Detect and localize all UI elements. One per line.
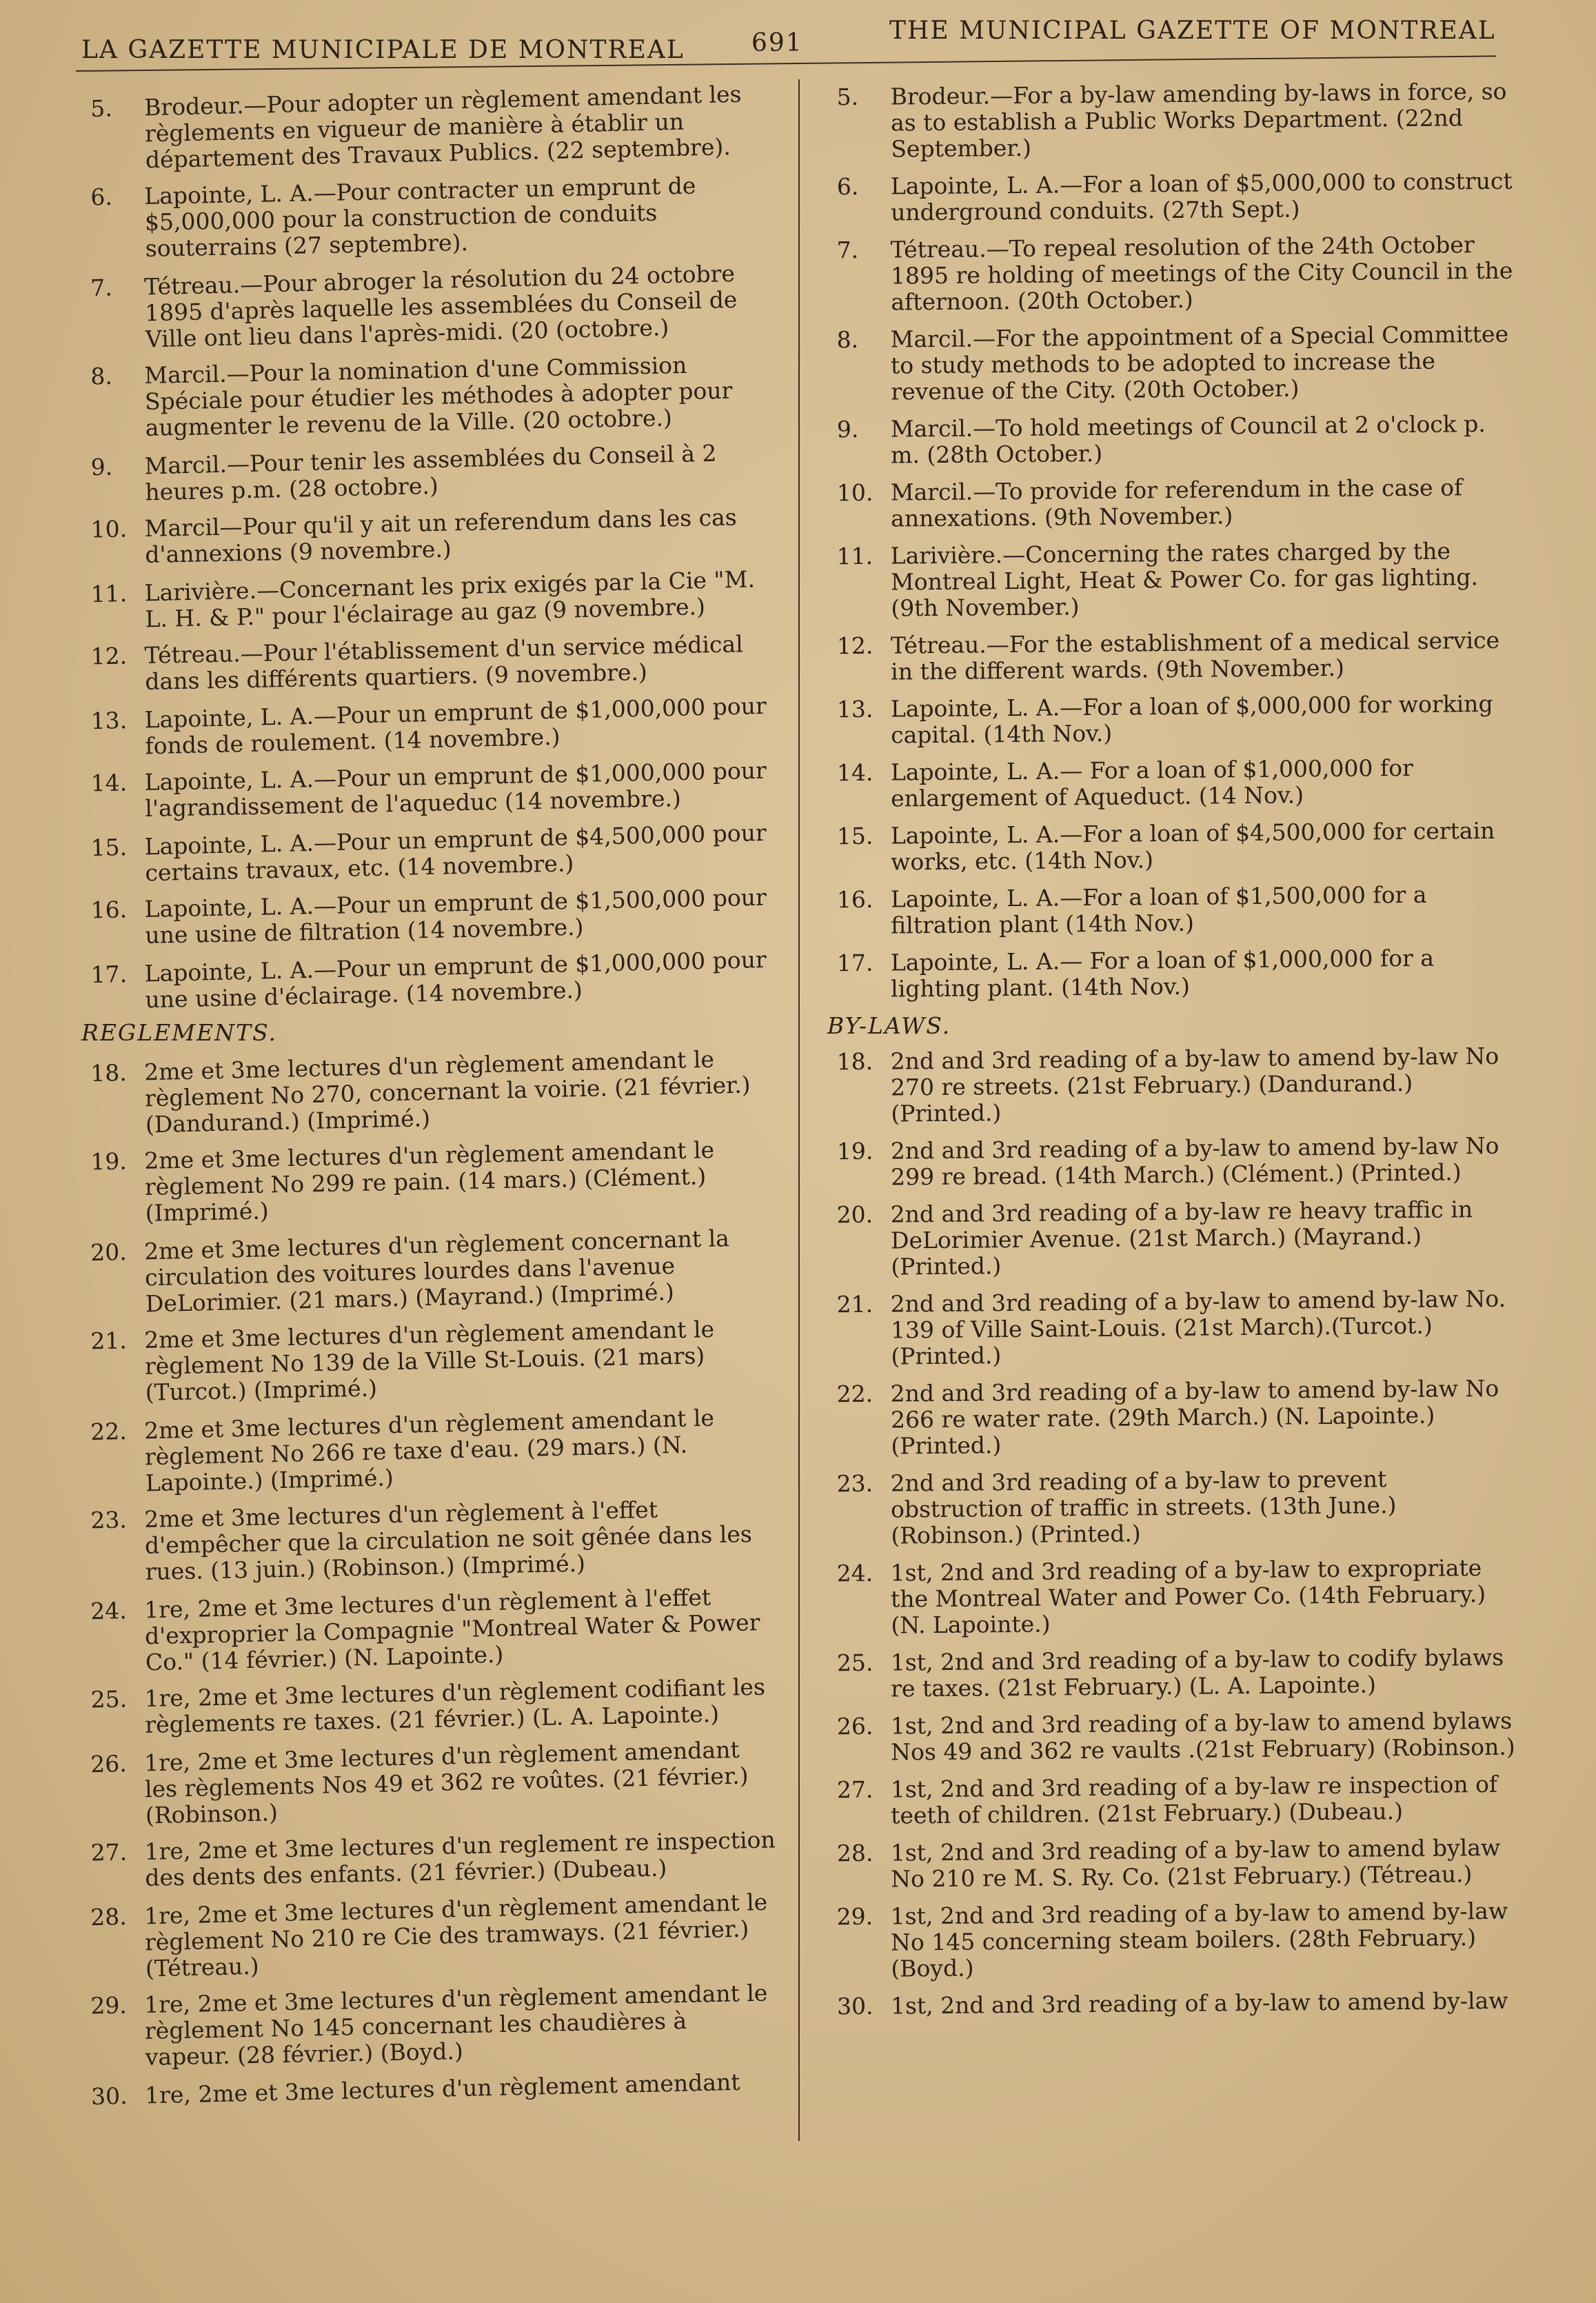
- list-item: [81, 1827, 778, 1892]
- item-number: 6.: [90, 183, 113, 211]
- item-number: 29.: [836, 1902, 873, 1931]
- list-item: [81, 947, 778, 1015]
- item-number: 27.: [836, 1776, 873, 1804]
- list-item: [81, 1225, 778, 1319]
- item-text: Marcil.—Pour tenir les assemblées du Conseil à 2 heures p.m. (28 octobre.): [144, 439, 717, 506]
- item-text: 1st, 2nd and 3rd reading of a by-law to codify bylaws re taxes. (21st February.) (L. A. Lapointe.): [890, 1643, 1504, 1702]
- list-item: [827, 168, 1517, 227]
- item-number: 30.: [90, 2082, 128, 2111]
- item-number: 24.: [836, 1559, 873, 1587]
- item-number: 16.: [836, 885, 873, 914]
- item-text: 2nd and 3rd reading of a by-law to amend by-law No 266 re water rate. (29th March.) (N. Lapointe.) (Printed.): [890, 1374, 1499, 1460]
- item-number: 5.: [836, 83, 859, 111]
- item-text: 2nd and 3rd reading of a by-law re heavy traffic in DeLorimier Avenue. (21st March.) (Mayrand.) (Printed.): [890, 1196, 1473, 1280]
- list-item: [827, 79, 1517, 163]
- item-text: Lapointe, L. A.—Pour contracter un emprunt de $5,000,000 pour la construction de conduits souterrains (27 septembre).: [143, 172, 696, 262]
- item-text: 2nd and 3rd reading of a by-law to amend by-law No 299 re bread. (14th March.) (Clément.) (Printed.): [890, 1132, 1499, 1191]
- right-motions-list: [827, 77, 1517, 1003]
- item-number: 23.: [90, 1506, 128, 1534]
- item-text: Lapointe, L. A.— For a loan of $1,000,000 for enlargement of Aqueduct. (14 Nov.): [890, 754, 1413, 812]
- header-right-title: THE MUNICIPAL GAZETTE OF MONTREAL: [889, 17, 1496, 45]
- item-text: Lapointe, L. A.— For a loan of $1,000,000 for a lighting plant. (14th Nov.): [890, 944, 1435, 1003]
- item-text: Tétreau.—Pour l'établissement d'un service médical dans les différents quartiers. (9 novembre.): [144, 630, 744, 695]
- item-number: 19.: [836, 1137, 873, 1165]
- item-number: 22.: [836, 1380, 873, 1408]
- left-bylaws-list: [81, 1045, 778, 2111]
- item-number: 8.: [90, 362, 113, 390]
- item-text: Lapointe, L. A.—Pour un emprunt de $1,500,000 pour une usine de filtration (14 novembre.): [144, 883, 767, 949]
- list-item: [827, 1988, 1517, 2020]
- list-item: [827, 232, 1517, 316]
- item-text: Tétreau.—Pour abroger la résolution du 24 octobre 1895 d'après laquelle les assemblées du Conseil de Ville ont lieu dans l'après-midi. (20 (octobre.): [143, 259, 738, 353]
- item-text: 2nd and 3rd reading of a by-law to prevent obstruction of traffic in streets. (13th June.) (Robinson.) (Printed.): [890, 1465, 1397, 1549]
- item-text: Marcil.—For the appointment of a Special Committee to study methods to be adopted to increase the revenue of the City. (20th October.): [890, 320, 1509, 405]
- list-item: [827, 754, 1517, 813]
- item-number: 13.: [90, 706, 128, 735]
- item-text: Marcil.—To hold meetings of Council at 2 o'clock p. m. (28th October.): [890, 410, 1486, 469]
- section-heading-bylaws: BY-LAWS.: [827, 1012, 951, 1039]
- list-item: [827, 321, 1517, 406]
- item-text: 2nd and 3rd reading of a by-law to amend by-law No. 139 of Ville Saint-Louis. (21st March).(Turcot.) (Printed.): [890, 1285, 1506, 1370]
- list-item: [827, 945, 1517, 1003]
- item-number: 6.: [836, 172, 859, 201]
- list-item: [81, 171, 778, 263]
- item-number: 9.: [90, 453, 113, 481]
- item-text: 1st, 2nd and 3rd reading of a by-law to expropriate the Montreal Water and Power Co. (14th February.) (N. Lapointe.): [890, 1554, 1486, 1639]
- list-item: [81, 1045, 778, 1140]
- item-number: 26.: [90, 1749, 128, 1778]
- item-number: 28.: [836, 1839, 873, 1867]
- item-text: Tétreau.—For the establishment of a medical service in the different wards. (9th November.): [890, 626, 1500, 685]
- list-item: [81, 693, 778, 761]
- item-text: Lapointe, L. A.—For a loan of $,000,000 for working capital. (14th Nov.): [890, 690, 1493, 749]
- item-text: Larivière.—Concernant les prix exigés par la Cie "M. L. H. & P." pour l'éclairage au gaz (9 novembre.): [144, 565, 756, 633]
- list-item: [81, 503, 778, 569]
- list-item: [827, 1465, 1517, 1550]
- list-item: [81, 439, 778, 507]
- list-item: [81, 820, 778, 888]
- list-item: [81, 1494, 778, 1586]
- item-number: 30.: [836, 1992, 873, 2020]
- item-text: 1st, 2nd and 3rd reading of a by-law re inspection of teeth of children. (21st February.) (Dubeau.): [890, 1770, 1498, 1829]
- list-item: [81, 1889, 778, 1984]
- item-text: 2me et 3me lectures d'un règlement à l'effet d'empêcher que la circulation ne soit gênée dans les rues. (13 juin.) (Robinson.) (Imprimé.): [143, 1496, 753, 1585]
- item-number: 15.: [836, 822, 873, 850]
- list-item: [827, 1043, 1517, 1128]
- item-text: Lapointe, L. A.—For a loan of $5,000,000 to construct underground conduits. (27th Sept.): [890, 167, 1513, 226]
- list-item: [81, 757, 778, 823]
- item-text: 1re, 2me et 3me lectures d'un règlement codifiant les règlements re taxes. (21 février.) (L. A. Lapointe.): [144, 1673, 766, 1738]
- item-text: 2nd and 3rd reading of a by-law to amend by-law No 270 re streets. (21st February.) (Dandurand.) (Printed.): [890, 1042, 1499, 1127]
- list-item: [827, 1771, 1517, 1830]
- left-column-french: [81, 80, 778, 2113]
- header-left-title: LA GAZETTE MUNICIPALE DE MONTREAL: [81, 36, 685, 64]
- item-text: Lapointe, L. A.—For a loan of $4,500,000 for certain works, etc. (14th Nov.): [890, 816, 1495, 876]
- item-text: Marcil.—To provide for referendum in the case of annexations. (9th November.): [890, 474, 1463, 532]
- item-number: 14.: [836, 758, 873, 787]
- item-text: 1st, 2nd and 3rd reading of a by-law to amend by-law: [890, 1987, 1508, 2020]
- item-number: 29.: [90, 1991, 128, 2020]
- list-item: [81, 1315, 778, 1407]
- item-text: Lapointe, L. A.—Pour un emprunt de $4,500,000 pour certains travaux, etc. (14 novembre.): [144, 818, 767, 887]
- list-item: [81, 350, 778, 442]
- list-item: [81, 1404, 778, 1498]
- item-number: 25.: [90, 1685, 128, 1713]
- list-item: [81, 884, 778, 949]
- list-item: [81, 1736, 778, 1831]
- item-text: 1st, 2nd and 3rd reading of a by-law to amend bylaws Nos 49 and 362 re vaults .(21st February) (Robinson.): [890, 1707, 1515, 1766]
- list-item: [81, 630, 778, 696]
- right-column-english: [827, 77, 1517, 2028]
- item-text: 1re, 2me et 3me lectures d'un règlement amendant les règlements Nos 49 et 362 re voûtes. (21 février.) (Robinson.): [143, 1736, 749, 1829]
- list-item: [827, 1133, 1517, 1191]
- list-item: [81, 1136, 778, 1227]
- list-item: [827, 1708, 1517, 1767]
- item-text: 2me et 3me lectures d'un règlement concernant la circulation des voitures lourdes dans l'avenue DeLorimier. (21 mars.) (Mayrand.) (Imprimé.): [143, 1225, 730, 1318]
- item-text: Brodeur.—For a by-law amending by-laws in force, so as to establish a Public Works Department. (22nd September.): [890, 77, 1507, 163]
- item-text: 1st, 2nd and 3rd reading of a by-law to amend bylaw No 210 re M. S. Ry. Co. (21st February.) (Tétreau.): [890, 1833, 1501, 1893]
- list-item: [827, 1286, 1517, 1371]
- item-text: Lapointe, L. A.—Pour un emprunt de $1,000,000 pour une usine d'éclairage. (14 novembre.): [144, 945, 767, 1014]
- list-item: [81, 566, 778, 634]
- item-number: 18.: [90, 1058, 128, 1087]
- item-text: 2me et 3me lectures d'un règlement amendant le règlement No 299 re pain. (14 mars.) (Clément.) (Imprimé.): [143, 1136, 715, 1227]
- item-text: Larivière.—Concerning the rates charged by the Montreal Light, Heat & Power Co. for gas lighting. (9th November.): [890, 537, 1479, 622]
- item-number: 22.: [90, 1417, 128, 1446]
- item-number: 14.: [90, 769, 128, 797]
- item-number: 12.: [90, 642, 128, 670]
- item-number: 25.: [836, 1649, 873, 1677]
- item-number: 20.: [836, 1200, 873, 1229]
- list-item: [827, 1835, 1517, 1893]
- item-number: 24.: [90, 1596, 128, 1625]
- item-number: 28.: [90, 1902, 128, 1931]
- item-number: 23.: [836, 1469, 873, 1498]
- item-number: 7.: [90, 274, 113, 302]
- item-number: 13.: [836, 695, 873, 723]
- list-item: [827, 1645, 1517, 1703]
- item-text: 1re, 2me et 3me lectures d'un reglement re inspection des dents des enfants. (21 février.) (Dubeau.): [144, 1826, 776, 1891]
- list-item: [81, 1673, 778, 1739]
- item-number: 9.: [836, 415, 859, 443]
- item-number: 26.: [836, 1712, 873, 1740]
- item-text: Lapointe, L. A.—Pour un emprunt de $1,000,000 pour fonds de roulement. (14 novembre.): [144, 692, 767, 760]
- item-number: 12.: [836, 632, 873, 660]
- item-number: 11.: [836, 542, 873, 570]
- list-item: [81, 1583, 778, 1678]
- item-text: Marcil—Pour qu'il y ait un referendum dans les cas d'annexions (9 novembre.): [144, 503, 738, 568]
- item-text: 1re, 2me et 3me lectures d'un règlement amendant le règlement No 145 concernant les chaudières à vapeur. (28 février.) (Boyd.): [143, 1979, 768, 2071]
- list-item: [827, 1376, 1517, 1460]
- right-bylaws-list: [827, 1042, 1517, 2020]
- item-text: Lapointe, L. A.—Pour un emprunt de $1,000,000 pour l'agrandissement de l'aqueduc (14 novembre.): [144, 756, 767, 822]
- list-item: [827, 538, 1517, 623]
- item-text: Marcil.—Pour la nomination d'une Commission Spéciale pour étudier les méthodes à adopter pour augmenter le revenu de la Ville. (20 octobre.): [143, 351, 733, 441]
- item-number: 18.: [836, 1047, 873, 1076]
- item-number: 10.: [90, 515, 128, 543]
- item-number: 7.: [836, 236, 859, 264]
- item-text: 1st, 2nd and 3rd reading of a by-law to amend by-law No 145 concerning steam boilers. (28th February.) (Boyd.): [890, 1897, 1508, 1982]
- item-text: 1re, 2me et 3me lectures d'un règlement amendant: [144, 2068, 740, 2109]
- item-text: 2me et 3me lectures d'un règlement amendant le règlement No 270, concernant la voirie. (21 février.) (Dandurand.) (Imprimé.): [143, 1045, 751, 1138]
- item-number: 21.: [836, 1290, 873, 1318]
- item-text: 2me et 3me lectures d'un règlement amendant le règlement No 139 de la Ville St-Louis. (21 mars) (Turcot.) (Imprimé.): [143, 1316, 715, 1406]
- item-number: 16.: [90, 896, 128, 924]
- list-item: [81, 1980, 778, 2071]
- item-number: 15.: [90, 833, 128, 862]
- item-text: Tétreau.—To repeal resolution of the 24th October 1895 re holding of meetings of the City Council in the afternoon. (20th October.): [890, 231, 1513, 316]
- list-item: [827, 411, 1517, 470]
- page-number: 691: [751, 29, 803, 57]
- list-item: [827, 1555, 1517, 1640]
- left-motions-list: [81, 80, 778, 1014]
- item-number: 19.: [90, 1147, 128, 1176]
- list-item: [827, 474, 1517, 533]
- list-item: [827, 881, 1517, 940]
- list-item: [827, 1898, 1517, 1983]
- column-divider: [798, 79, 800, 2141]
- list-item: [827, 1196, 1517, 1281]
- item-number: 17.: [836, 949, 873, 977]
- item-text: Brodeur.—Pour adopter un règlement amendant les règlements en vigueur de manière à établir un département des Travaux Publics. (22 septembre).: [143, 80, 742, 174]
- item-number: 21.: [90, 1327, 128, 1355]
- item-text: 1re, 2me et 3me lectures d'un règlement à l'effet d'exproprier la Compagnie "Montreal Water & Power Co." (14 février.) (N. Lapointe.): [143, 1583, 760, 1676]
- section-heading-reglements: REGLEMENTS.: [81, 1019, 277, 1046]
- list-item: [81, 2069, 778, 2111]
- list-item: [81, 81, 778, 175]
- list-item: [81, 260, 778, 354]
- item-number: 10.: [836, 479, 873, 507]
- list-item: [827, 691, 1517, 750]
- item-number: 8.: [836, 325, 859, 354]
- item-number: 5.: [90, 94, 113, 123]
- list-item: [827, 818, 1517, 876]
- item-number: 17.: [90, 960, 128, 989]
- item-text: 1re, 2me et 3me lectures d'un règlement amendant le règlement No 210 re Cie des tramways. (21 février.) (Tétreau.): [143, 1888, 768, 1982]
- item-number: 27.: [90, 1838, 128, 1867]
- item-text: 2me et 3me lectures d'un règlement amendant le règlement No 266 re taxe d'eau. (29 mars.) (N. Lapointe.) (Imprimé.): [143, 1404, 715, 1497]
- list-item: [827, 627, 1517, 686]
- item-text: Lapointe, L. A.—For a loan of $1,500,000 for a filtration plant (14th Nov.): [890, 881, 1427, 939]
- item-number: 11.: [90, 579, 128, 608]
- item-number: 20.: [90, 1238, 128, 1267]
